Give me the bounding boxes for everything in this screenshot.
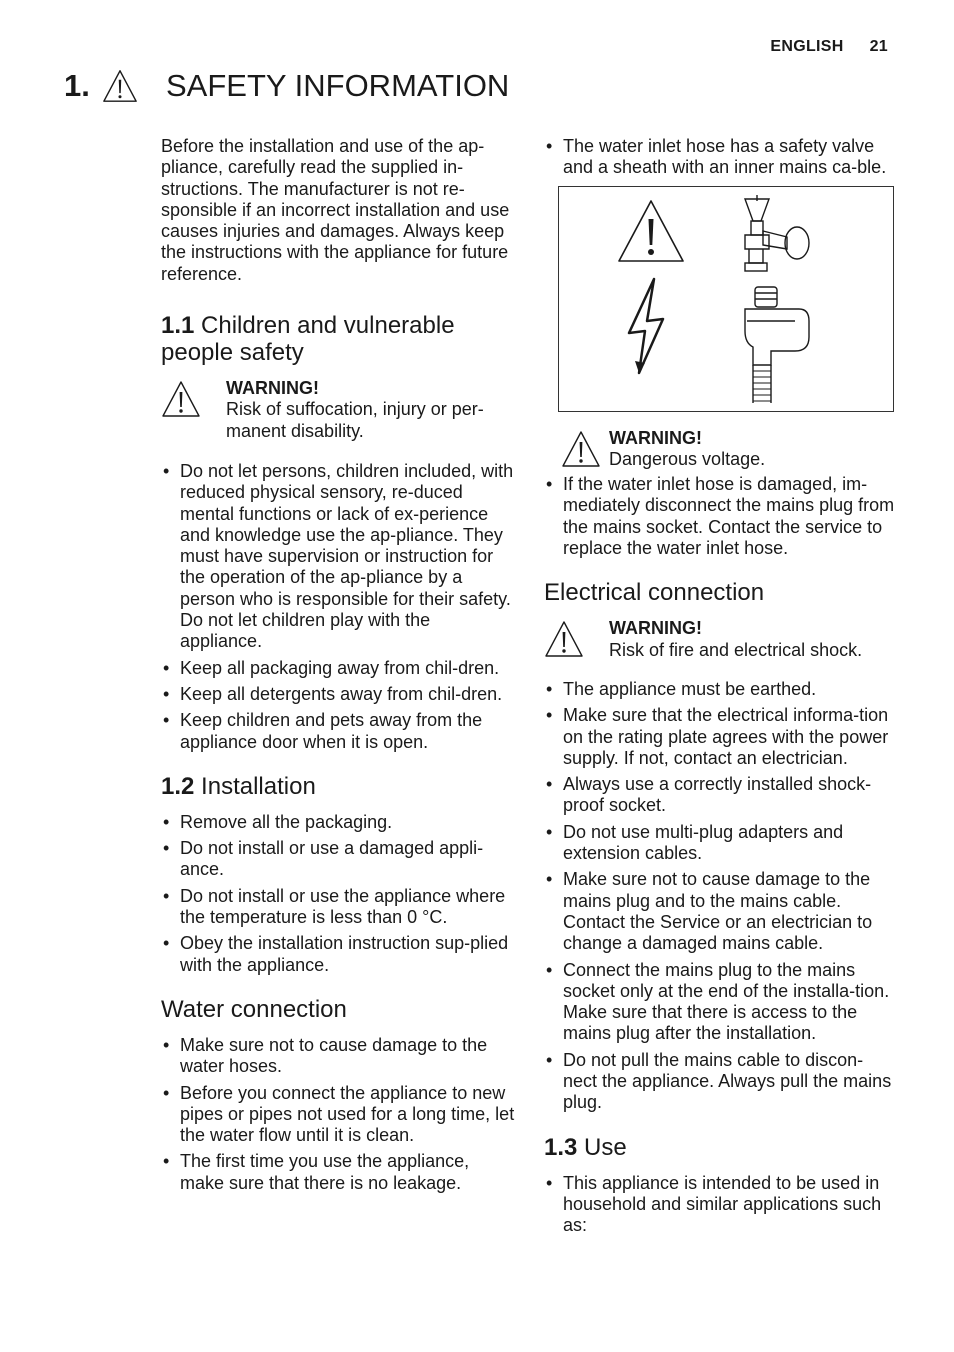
- hose-connector-icon: [745, 287, 809, 403]
- list-item: • Connect the mains plug to the mains socket only at the end of the installa-tion. Make sure that there is access to the mains plug after the installation.: [544, 960, 896, 1045]
- warning-text: Risk of fire and electrical shock.: [609, 639, 863, 660]
- list-item: • Keep children and pets away from the appliance door when it is open.: [161, 710, 515, 753]
- list-item: • If the water inlet hose is damaged, im-mediately disconnect the mains plug from the mains socket. Contact the service to replace the water inlet hose.: [544, 474, 896, 559]
- warning-triangle-icon: [161, 380, 201, 418]
- hose-list: [544, 136, 896, 179]
- list-item: • Do not let persons, children included, with reduced physical sensory, re-duced mental functions or lack of ex-perience and knowledge use the ap-pliance. They must have supervision or instruction for the operation of the ap-pliance by a person who is responsible for their safety. Do not let children play with the appliance.: [161, 461, 515, 653]
- list-item: • Do not use multi-plug adapters and extension cables.: [544, 822, 896, 865]
- list-item: • The appliance must be earthed.: [544, 679, 896, 700]
- warning-box: [561, 428, 896, 471]
- warning-text: Risk of suffocation, injury or per-manent disability.: [226, 399, 484, 441]
- list-item: • The first time you use the appliance, make sure that there is no leakage.: [161, 1151, 515, 1194]
- section-1-1-heading: [161, 312, 515, 366]
- list-item: • Keep all packaging away from chil-dren.: [161, 658, 515, 679]
- warning-box: [161, 378, 515, 442]
- section-title: Installation: [201, 772, 316, 800]
- warning-label: WARNING!: [609, 618, 702, 639]
- water-connection-heading: Water connection: [161, 995, 347, 1023]
- list-item: • Before you connect the appliance to new pipes or pipes not used for a long time, let the water flow until it is clean.: [161, 1083, 515, 1147]
- section-title: Use: [584, 1133, 627, 1161]
- section-number: 1.2: [161, 772, 195, 800]
- installation-list: [161, 812, 515, 976]
- electrical-list: [544, 679, 896, 1114]
- list-item: • Make sure not to cause damage to the mains plug and to the mains cable. Contact the Service or an electrician to change a damaged mains cable.: [544, 869, 896, 954]
- language-label: ENGLISH: [770, 38, 844, 55]
- left-column: [161, 136, 515, 1199]
- list-item: • Do not install or use a damaged appli-ance.: [161, 838, 515, 881]
- intro-paragraph: Before the installation and use of the ap-pliance, carefully read the supplied in-structions. The manufacturer is not re-sponsible if an incorrect installation and use causes injuries and damages. Always keep the instructions with the appliance for future reference.: [161, 136, 510, 284]
- electrical-connection-heading: Electrical connection: [544, 579, 765, 607]
- page-title: [64, 68, 509, 104]
- list-item: • Make sure that the electrical informa-tion on the rating plate agrees with the power supply. If not, contact an electrician.: [544, 705, 896, 769]
- list-item: • Remove all the packaging.: [161, 812, 515, 833]
- warning-label: WARNING!: [226, 378, 319, 399]
- page-number: 21: [869, 38, 888, 55]
- section-number: 1.3: [544, 1133, 578, 1161]
- right-column: [544, 136, 896, 1242]
- warning-text: Dangerous voltage.: [609, 448, 766, 469]
- list-item: • Do not install or use the appliance where the temperature is less than 0 °C.: [161, 886, 515, 929]
- title-text: SAFETY INFORMATION: [166, 68, 510, 103]
- list-item: • This appliance is intended to be used in household and similar applications such as:: [544, 1173, 896, 1237]
- water-tap-icon: [745, 195, 809, 271]
- list-item: • Obey the installation instruction sup-plied with the appliance.: [161, 933, 515, 976]
- warning-box: [544, 618, 896, 661]
- list-item: • Keep all detergents away from chil-dren.: [161, 684, 515, 705]
- warning-triangle-icon: [102, 69, 138, 103]
- list-item: • Do not pull the mains cable to discon-nect the appliance. Always pull the mains plug.: [544, 1050, 896, 1114]
- section-title: Children and vulnerable people safety: [161, 312, 455, 367]
- hose-diagram: [559, 187, 893, 411]
- page-header: [770, 38, 888, 56]
- section-1-3-heading: [544, 1134, 896, 1161]
- list-item: • The water inlet hose has a safety valve and a sheath with an inner mains ca-ble.: [544, 136, 896, 179]
- warning-triangle-icon: [619, 201, 683, 261]
- hose-damage-list: [544, 474, 896, 559]
- hose-illustration: [558, 186, 894, 412]
- water-connection-list: [161, 1035, 515, 1194]
- list-item: • Make sure not to cause damage to the water hoses.: [161, 1035, 515, 1078]
- warning-triangle-icon: [561, 430, 601, 468]
- section-1-2-heading: [161, 773, 515, 800]
- children-safety-list: [161, 461, 515, 753]
- warning-triangle-icon: [544, 620, 584, 658]
- section-number: 1.1: [161, 312, 195, 340]
- list-item: • Always use a correctly installed shock-proof socket.: [544, 774, 896, 817]
- warning-label: WARNING!: [609, 427, 702, 448]
- title-number: 1.: [64, 68, 90, 103]
- lightning-bolt-icon: [629, 279, 663, 373]
- use-list: [544, 1173, 896, 1237]
